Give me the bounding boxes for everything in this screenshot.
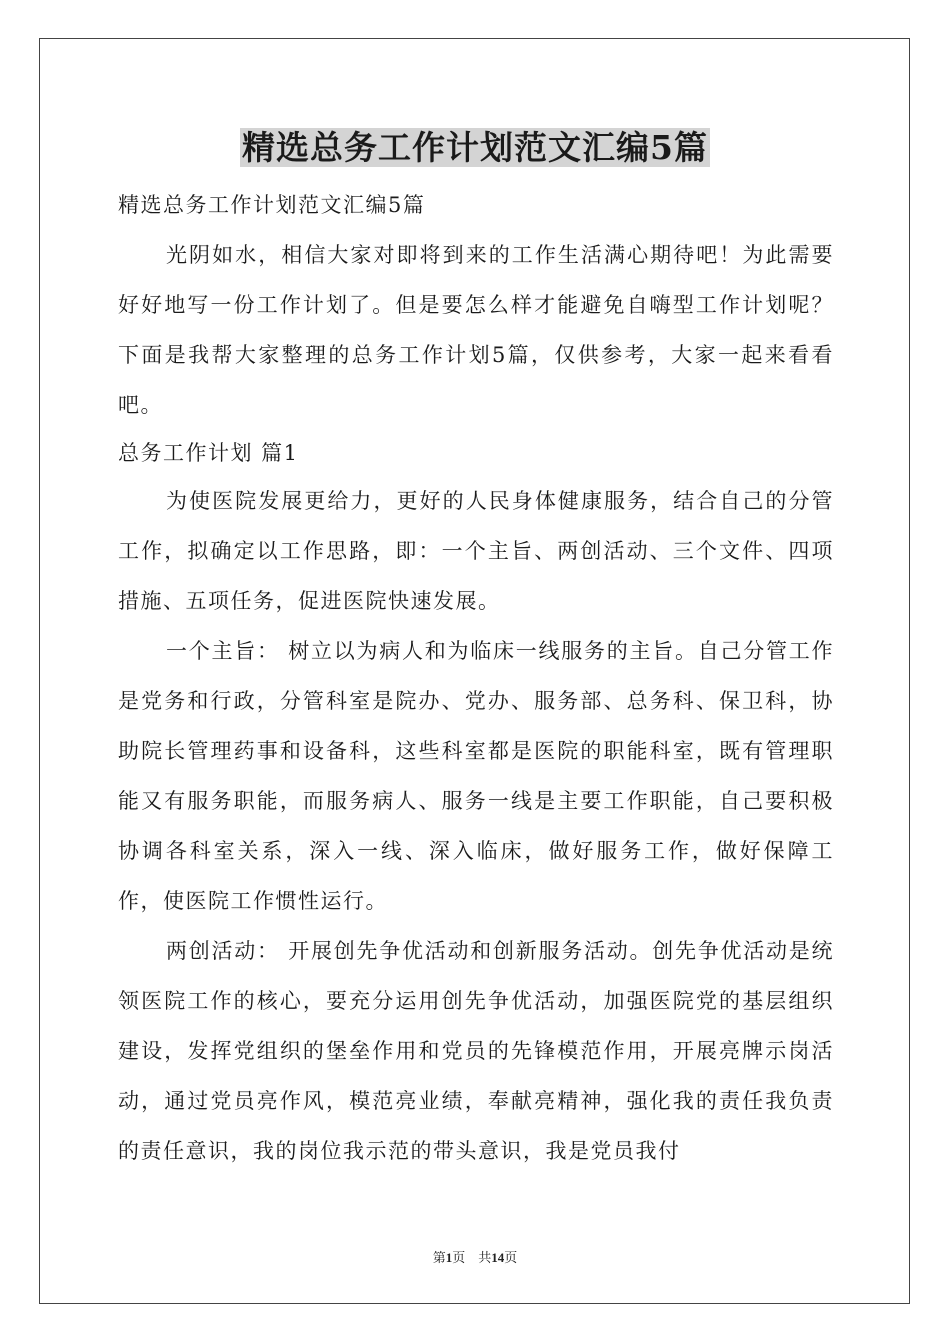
body-paragraph: 两创活动： 开展创先争优活动和创新服务活动。创先争优活动是统领医院工作的核心，要充分运用创先争优活动，加强医院党的基层组织建设，发挥党组织的堡垒作用和党员的先锋模范作用，开展亮牌示岗活动，通过党员亮作风，模范亮业绩，奉献亮精神，强化我的责任我负责的责任意识，我的岗位我示范的带头意识，我是党员我付 [118, 939, 834, 1163]
page-current: 1 [445, 1250, 453, 1265]
intro-paragraph: 光阴如水，相信大家对即将到来的工作生活满心期待吧！为此需要好好地写一份工作计划了。但是要怎么样才能避免自嗨型工作计划呢？下面是我帮大家整理的总务工作计划5篇，仅供参考，大家一起来看看吧。 [118, 243, 834, 417]
document-title-text: 精选总务工作计划范文汇编5篇 [242, 128, 708, 167]
page-suffix: 页 [504, 1250, 518, 1265]
body-paragraph: 为使医院发展更给力，更好的人民身体健康服务，结合自己的分管工作，拟确定以工作思路，即：一个主旨、两创活动、三个文件、四项措施、五项任务，促进医院快速发展。 [118, 489, 834, 613]
document-title [0, 126, 950, 170]
document-body [118, 180, 834, 1176]
section-heading: 总务工作计划 篇1 [118, 441, 299, 465]
page-mid: 页 共 [452, 1250, 492, 1265]
page-footer [0, 1247, 950, 1266]
page-prefix: 第 [432, 1250, 446, 1265]
document-subtitle: 精选总务工作计划范文汇编5篇 [118, 193, 426, 217]
body-paragraph: 一个主旨： 树立以为病人和为临床一线服务的主旨。自己分管工作是党务和行政，分管科室是院办、党办、服务部、总务科、保卫科，协助院长管理药事和设备科，这些科室都是医院的职能科室，既有管理职能又有服务职能，而服务病人、服务一线是主要工作职能，自己要积极协调各科室关系，深入一线、深入临床，做好服务工作，做好保障工作，使医院工作惯性运行。 [118, 639, 834, 913]
page-total: 14 [491, 1250, 505, 1265]
